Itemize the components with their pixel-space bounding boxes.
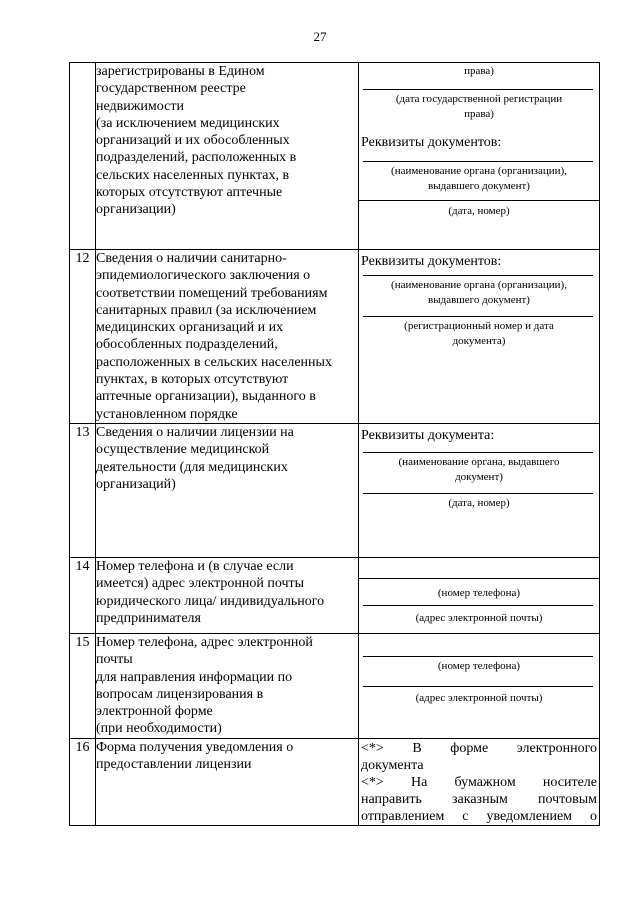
desc-line: вопросам лицензирования в [96, 686, 264, 702]
desc-line: имеется) адрес электронной почты [96, 576, 305, 592]
blank-line[interactable] [363, 308, 593, 317]
desc-line: государственном реестре [96, 81, 246, 97]
row-description [96, 250, 359, 424]
blank-line[interactable] [363, 151, 593, 162]
desc-line: электронной форме [96, 704, 213, 720]
caption-phone: (номер телефона) [437, 659, 521, 672]
row-value [359, 557, 600, 633]
caption-phone: (номер телефона) [437, 586, 521, 599]
caption-email: (адрес электронной почты) [415, 611, 543, 624]
desc-line: медицинских организаций и их [96, 320, 284, 336]
caption-registration-number: (регистрационный номер и дата документа) [404, 320, 554, 347]
blank-line[interactable] [363, 485, 593, 494]
table-row [70, 63, 600, 250]
caption-issuing-organization: (наименование органа, выдавшего документ) [398, 455, 560, 483]
phone-field[interactable] [359, 558, 599, 578]
row-description [96, 557, 359, 633]
desc-line: пунктах, в которых отсутствуют [96, 372, 289, 388]
row-value [359, 738, 600, 825]
option-electronic[interactable]: <*> В форме электронного документа [361, 740, 597, 773]
table-row [70, 423, 600, 557]
row-number: 13 [70, 423, 96, 557]
desc-line: юридического лица/ индивидуального [96, 593, 325, 609]
desc-line: зарегистрированы в Едином [96, 64, 265, 79]
desc-line: организаций) [96, 476, 176, 492]
desc-line: Форма получения уведомления о [96, 739, 294, 755]
blank-line[interactable] [363, 79, 593, 90]
row-description [96, 63, 359, 250]
row-description [96, 423, 359, 557]
row-value [359, 423, 600, 557]
row-number: 16 [70, 738, 96, 825]
desc-line: организаций и их обособленных [96, 133, 290, 149]
caption-email: (адрес электронной почты) [415, 691, 543, 704]
row-description [96, 738, 359, 825]
row-value [359, 633, 600, 738]
table-row [70, 557, 600, 633]
row-number: 12 [70, 250, 96, 424]
caption-registration-date: (дата государственной регистрации права) [395, 93, 563, 120]
desc-line: для направления информации по [96, 669, 293, 685]
email-field[interactable] [363, 601, 593, 606]
requisites-label: Реквизиты документов: [361, 135, 502, 150]
option-paper[interactable]: <*> На бумажном носителе направить заказным почтовым отправлением с уведомлением о [361, 774, 597, 824]
caption-right-continuation: права) [464, 65, 494, 77]
desc-line: санитарных правил (за исключением [96, 302, 317, 318]
desc-line: подразделений, расположенных в [96, 150, 297, 166]
desc-line: аптечные организации), выданного в [96, 389, 316, 405]
row-value [359, 250, 600, 424]
row-number [70, 63, 96, 250]
requisites-label: Реквизиты документов: [361, 254, 502, 269]
requisites-label: Реквизиты документа: [361, 427, 495, 443]
email-field[interactable] [363, 674, 593, 687]
desc-line: Номер телефона и (в случае если [96, 558, 294, 574]
desc-line: которых отсутствуют аптечные [96, 185, 283, 201]
table-row [70, 633, 600, 738]
row-number: 14 [70, 557, 96, 633]
table-row [70, 250, 600, 424]
desc-line: (при необходимости) [96, 721, 222, 737]
desc-line: эпидемиологического заключения о [96, 268, 311, 284]
desc-line: сельских населенных пунктах, в [96, 167, 290, 183]
desc-line: обособленных подразделений, [96, 337, 278, 353]
desc-line: расположенных в сельских населенных [96, 354, 332, 370]
desc-line: Номер телефона, адрес электронной [96, 634, 313, 650]
row-number: 15 [70, 633, 96, 738]
table-row [70, 738, 600, 825]
phone-field[interactable] [363, 634, 593, 657]
desc-line: Сведения о наличии санитарно- [96, 251, 287, 266]
desc-line: (за исключением медицинских [96, 115, 280, 131]
row-value [359, 63, 600, 250]
page-number: 27 [313, 29, 327, 44]
blank-line[interactable] [363, 270, 593, 276]
blank-line[interactable] [363, 444, 593, 453]
desc-line: соответствии помещений требованиям [96, 285, 328, 301]
desc-line: осуществление медицинской [96, 442, 270, 458]
desc-line: организации) [96, 202, 176, 218]
desc-line: предпринимателя [96, 610, 201, 626]
desc-line: деятельности (для медицинских [96, 459, 288, 475]
desc-line: Сведения о наличии лицензии на [96, 424, 294, 440]
caption-date-number: (дата, номер) [448, 205, 510, 217]
caption-issuing-organization: (наименование органа (организации), выдавшего документ) [391, 165, 567, 192]
license-application-table [69, 62, 600, 826]
desc-line: предоставлении лицензии [96, 757, 252, 773]
caption-date-number: (дата, номер) [448, 496, 510, 509]
caption-issuing-organization: (наименование органа (организации), выдавшего документ) [391, 279, 567, 306]
desc-line: установленном порядке [96, 406, 238, 422]
desc-line: почты [96, 652, 133, 668]
desc-line: недвижимости [96, 98, 184, 114]
row-description [96, 633, 359, 738]
